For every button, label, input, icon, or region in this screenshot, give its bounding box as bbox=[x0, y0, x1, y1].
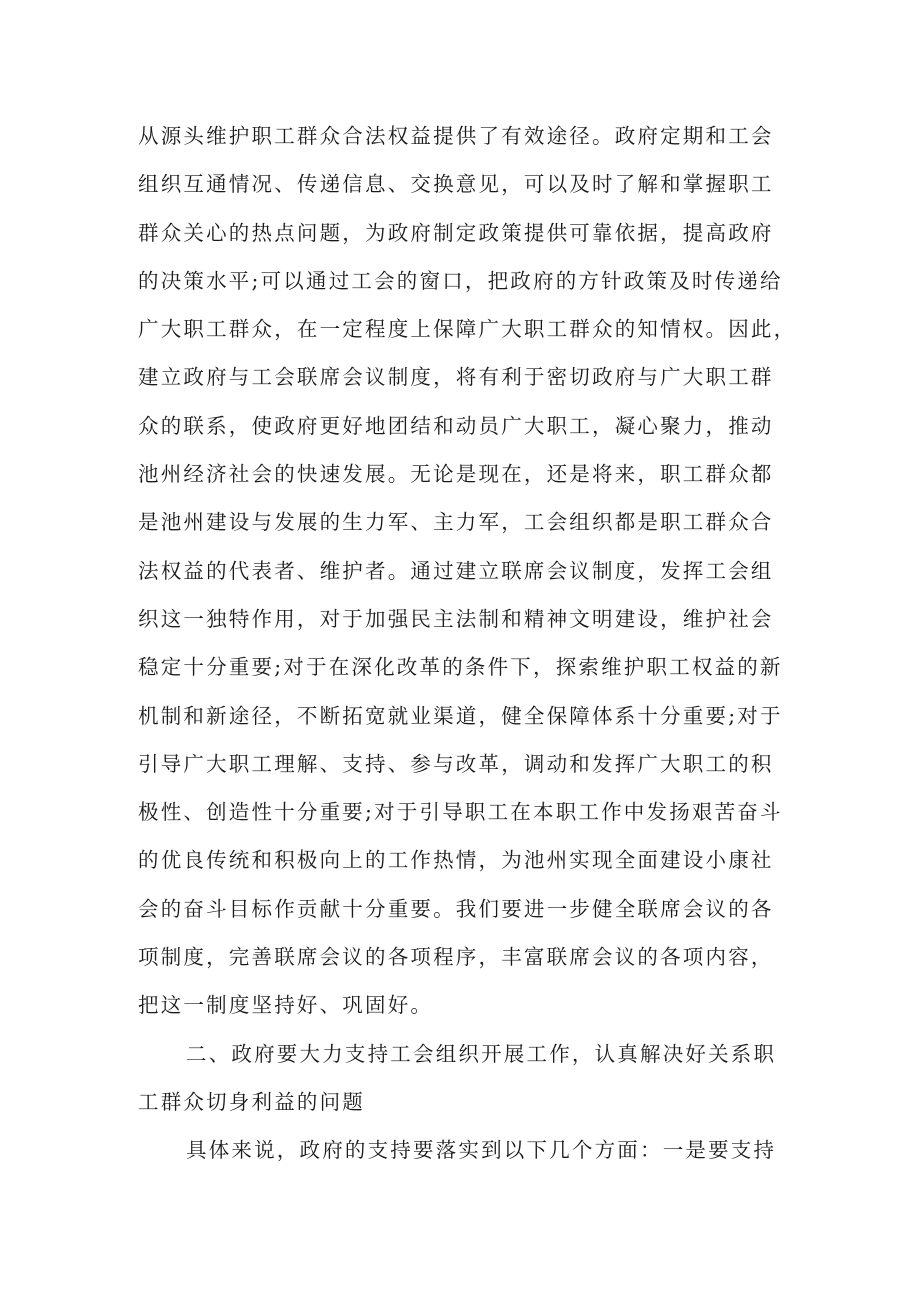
paragraph-line: 具体来说，政府的支持要落实到以下几个方面：一是要支持 bbox=[186, 1138, 777, 1163]
document-body bbox=[138, 112, 798, 1175]
paragraph-line: 极性、创造性十分重要;对于引导职工在本职工作中发扬艰苦奋斗 bbox=[138, 800, 783, 825]
paragraph-line: 引导广大职工理解、支持、参与改革，调动和发挥广大职工的积 bbox=[138, 751, 774, 776]
paragraph-line: 会的奋斗目标作贡献十分重要。我们要进一步健全联席会议的各 bbox=[138, 896, 774, 921]
paragraph-line: 从源头维护职工群众合法权益提供了有效途径。政府定期和工会 bbox=[138, 124, 774, 148]
paragraph-line: 组织互通情况、传递信息、交换意见，可以及时了解和掌握职工 bbox=[138, 172, 774, 197]
paragraph-line: 是池州建设与发展的生力军、主力军，工会组织都是职工群众合 bbox=[138, 510, 774, 535]
paragraph-line: 建立政府与工会联席会议制度，将有利于密切政府与广大职工群 bbox=[138, 365, 774, 390]
paragraph-line: 群众关心的热点问题，为政府制定政策提供可靠依据，提高政府 bbox=[138, 220, 774, 245]
paragraph-line: 机制和新途径，不断拓宽就业渠道，健全保障体系十分重要;对于 bbox=[138, 703, 783, 728]
paragraph-line: 把这一制度坚持好、巩固好。 bbox=[138, 993, 434, 1018]
paragraph-line: 稳定十分重要;对于在深化改革的条件下，探索维护职工权益的新 bbox=[138, 655, 783, 680]
section-heading-line: 二、政府要大力支持工会组织开展工作，认真解决好关系职 bbox=[186, 1041, 777, 1066]
paragraph-line: 法权益的代表者、维护者。通过建立联席会议制度，发挥工会组 bbox=[138, 558, 774, 583]
paragraph-line: 的优良传统和积极向上的工作热情，为池州实现全面建设小康社 bbox=[138, 848, 774, 873]
paragraph-line: 众的联系，使政府更好地团结和动员广大职工，凝心聚力，推动 bbox=[138, 413, 774, 438]
paragraph-line: 织这一独特作用，对于加强民主法制和精神文明建设，维护社会 bbox=[138, 606, 774, 631]
paragraph-line: 池州经济社会的快速发展。无论是现在，还是将来，职工群众都 bbox=[138, 462, 774, 487]
paragraph-line: 的决策水平;可以通过工会的窗口，把政府的方针政策及时传递给 bbox=[138, 268, 783, 293]
paragraph-line: 广大职工群众，在一定程度上保障广大职工群众的知情权。因此， bbox=[138, 317, 797, 342]
section-heading-line: 工群众切身利益的问题 bbox=[138, 1089, 365, 1114]
paragraph-line: 项制度，完善联席会议的各项程序，丰富联席会议的各项内容， bbox=[138, 945, 774, 970]
